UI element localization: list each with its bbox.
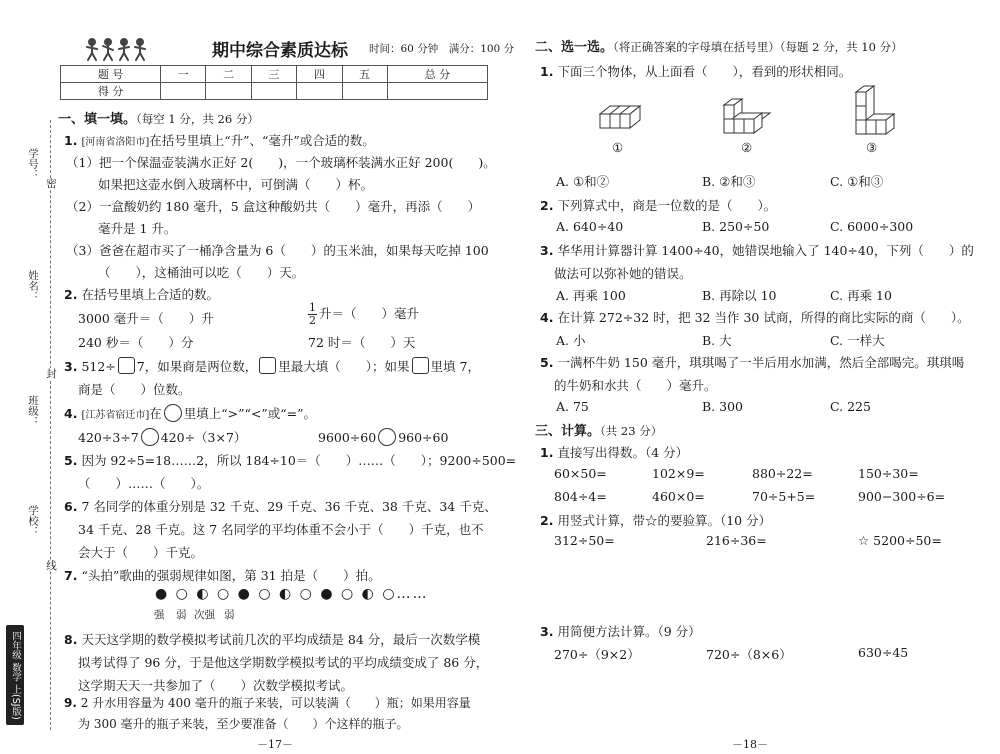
fraction-numerator: 1: [309, 301, 316, 314]
binding-line: [50, 120, 51, 730]
question-number: 3.: [540, 624, 554, 639]
question-text: 在: [149, 406, 162, 421]
option-b[interactable]: B. ②和③: [702, 174, 756, 189]
question-3: [64, 357, 480, 375]
brand-label: 四年级 数学 上(SJ版): [6, 625, 24, 725]
question-5: [64, 451, 516, 469]
conversion-item: 240 秒＝（ ）分: [78, 335, 194, 350]
vertical-calc-item: 312÷50=: [554, 533, 615, 548]
question-1: [64, 131, 375, 149]
question-7: [64, 566, 381, 584]
decorative-figures: [86, 38, 156, 62]
question-8-line: 拟考试得了 96 分，于是他这学期数学模拟考试的平均成绩变成了 86 分，: [78, 655, 489, 670]
question-9: [64, 694, 471, 711]
margin-label-banji: 班级：: [27, 395, 39, 427]
question-number: 1.: [540, 64, 554, 79]
question-number: 8.: [64, 632, 78, 647]
question-5-line: （ ）……（ ）。: [78, 476, 210, 491]
option-a[interactable]: A. ①和②: [556, 174, 610, 189]
option-c[interactable]: C. 一样大: [830, 333, 885, 348]
question-1-line: 如果把这壶水倒入玻璃杯中，可倒满（ ）杯。: [98, 177, 374, 192]
question-3-line: 商是（ ）位数。: [78, 382, 191, 397]
question-number: 1.: [64, 133, 78, 148]
margin-label-feng: 封: [45, 368, 57, 379]
score-cell: 得 分: [61, 83, 161, 100]
question-text: 下列算式中，商是一位数的是（ ）。: [557, 198, 777, 213]
question-text: 一满杯牛奶 150 毫升，琪琪喝了一半后用水加满，然后全部喝完。琪琪喝: [557, 355, 965, 370]
conversion-item: 3000 毫升＝（ ）升: [78, 311, 214, 326]
page-number-left: －17－: [257, 738, 293, 751]
option-a[interactable]: A. 小: [556, 333, 586, 348]
score-cell: 二: [206, 66, 251, 83]
option-a[interactable]: A. 640÷40: [556, 219, 624, 234]
question-text: 在计算 272÷32 时，把 32 当作 30 试商，所得的商比实际的商（ ）。: [557, 310, 970, 325]
question-text: 下面三个物体，从上面看（ ），看到的形状相同。: [557, 64, 852, 79]
question-number: 6.: [64, 499, 78, 514]
option-b[interactable]: B. 300: [702, 399, 743, 414]
option-b[interactable]: B. 再除以 10: [702, 288, 777, 303]
compare-circle: [164, 404, 182, 422]
question-text: 里填 7，: [430, 359, 480, 374]
choice-question-5: [540, 353, 964, 371]
section-title: 一、填一填。: [58, 112, 137, 127]
margin-label-xuehao: 学号：: [27, 148, 39, 180]
question-6-line: 会大于（ ）千克。: [78, 545, 204, 560]
score-input-cell[interactable]: [161, 83, 206, 100]
calc-item: 900−300÷6=: [858, 489, 946, 504]
option-c[interactable]: C. 225: [830, 399, 871, 414]
figure-label-2: ②: [741, 140, 753, 155]
choice-question-2: [540, 196, 776, 214]
score-input-cell[interactable]: [206, 83, 251, 100]
cube-figure-2: [722, 97, 772, 137]
score-cell: 四: [297, 66, 342, 83]
calc-question-2: [540, 511, 771, 529]
section-title: 二、选一选。: [535, 40, 614, 55]
section-3-heading: [535, 420, 662, 439]
simplify-calc-item: 270÷（9×2）: [554, 647, 640, 662]
question-9-line: 为 300 毫升的瓶子来装，至少要准备（ ）个这样的瓶子。: [78, 717, 409, 731]
question-4: [64, 404, 316, 422]
calc-item: 150÷30=: [858, 466, 919, 481]
exam-meta: 时间：60 分钟 满分：100 分: [369, 43, 515, 55]
calc-item: 804÷4=: [554, 489, 607, 504]
option-a[interactable]: A. 再乘 100: [556, 288, 626, 303]
compare-left: 420÷3÷7: [78, 430, 139, 445]
question-text: “头拍”歌曲的强弱规律如图，第 31 拍是（ ）拍。: [81, 568, 381, 583]
question-number: 2.: [540, 198, 554, 213]
margin-label-xingming: 姓名：: [27, 270, 39, 302]
section-title: 三、计算。: [535, 424, 601, 439]
question-text: 天天这学期的数学模拟考试前几次的平均成绩是 84 分，最后一次数学模: [81, 632, 481, 647]
figure-label-1: ①: [612, 140, 624, 155]
score-cell: 题 号: [61, 66, 161, 83]
compare-left: 9600÷60: [318, 430, 377, 445]
option-c[interactable]: C. 6000÷300: [830, 219, 914, 234]
cube-figure-3: [852, 84, 898, 138]
question-number: 4.: [540, 310, 554, 325]
compare-right: 960÷60: [398, 430, 449, 445]
score-input-cell[interactable]: [342, 83, 387, 100]
calc-item: 60×50=: [554, 466, 607, 481]
option-c[interactable]: C. ①和③: [830, 174, 884, 189]
calc-question-1: [540, 443, 688, 461]
question-number: 3.: [540, 243, 554, 258]
beat-label-weak: 弱: [176, 609, 187, 621]
question-number: 1.: [540, 445, 554, 460]
conversion-text: 升＝（ ）毫升: [319, 306, 420, 321]
compare-circle[interactable]: [141, 428, 159, 446]
question-number: 4.: [64, 406, 78, 421]
calc-item: 70÷5+5=: [752, 489, 816, 504]
question-text: 在括号里填上合适的数。: [81, 287, 219, 302]
compare-right: 420÷（3×7）: [160, 430, 247, 445]
score-table: [60, 65, 488, 100]
score-cell: 一: [161, 66, 206, 83]
question-text: 2 升水用容量为 400 毫升的瓶子来装，可以装满（ ）瓶；如果用容量: [80, 696, 471, 710]
source-tag: [江苏省宿迁市]: [81, 410, 150, 421]
question-6: [64, 497, 497, 515]
simplify-calc-item: 720÷（8×6）: [706, 647, 792, 662]
question-text: 7 名同学的体重分别是 32 千克、29 千克、36 千克、38 千克、34 千克、: [81, 499, 497, 514]
section-note: （每空 1 分，共 26 分）: [136, 112, 259, 126]
option-b[interactable]: B. 250÷50: [702, 219, 770, 234]
question-number: 7.: [64, 568, 78, 583]
question-number: 9.: [64, 696, 77, 710]
score-cell: 五: [342, 66, 387, 83]
figure-label-3: ③: [866, 140, 878, 155]
choice-question-1: [540, 62, 851, 80]
conversion-item: [308, 302, 419, 327]
choice-question-5-line: 的牛奶和水共（ ）毫升。: [554, 378, 717, 393]
question-number: 5.: [64, 453, 78, 468]
beat-pattern: ● ○ ◐ ○ ● ○ ◐ ○ ● ○ ◐ ○……: [155, 586, 429, 602]
cube-figure-1: [598, 100, 644, 136]
option-a[interactable]: A. 75: [556, 399, 589, 414]
question-number: 2.: [64, 287, 78, 302]
section-1-heading: [58, 108, 259, 127]
choice-question-3-line: 做法可以弥补她的错误。: [554, 266, 692, 281]
margin-label-xian: 线: [45, 560, 57, 571]
calc-question-3: [540, 622, 701, 640]
section-note: （将正确答案的字母填在括号里）（每题 2 分，共 10 分）: [613, 40, 903, 54]
question-1-line: 毫升是 1 升。: [98, 221, 177, 236]
margin-label-mi: 密: [45, 178, 57, 189]
question-1-line: （ ），这桶油可以吃（ ）天。: [98, 265, 305, 280]
question-text: 7，如果商是两位数，: [136, 359, 258, 374]
question-number: 5.: [540, 355, 554, 370]
question-6-line: 34 千克、28 千克。这 7 名同学的平均体重不会小于（ ）千克，也不: [78, 522, 484, 537]
question-text: 华华用计算器计算 1400÷40，她错误地输入了 140÷40，下列（ ）的: [557, 243, 974, 258]
question-text: 用简便方法计算。（9 分）: [557, 624, 701, 639]
source-tag: [河南省洛阳市]: [81, 137, 150, 148]
question-text: 里最大填（ ）；如果: [278, 359, 410, 374]
choice-question-3: [540, 241, 974, 259]
fraction-one-half: [308, 302, 317, 327]
score-table-header-row: [61, 66, 488, 83]
score-input-cell[interactable]: [387, 83, 487, 100]
beat-label-strong: 强: [154, 609, 165, 621]
option-c[interactable]: C. 再乘 10: [830, 288, 892, 303]
question-8-line: 这学期天天一共参加了（ ）次数学模拟考试。: [78, 678, 354, 693]
question-1-line: （3）爸爸在超市买了一桶净含量为 6（ ）的玉米油，如果每天吃掉 100: [66, 243, 489, 258]
score-cell: 总 分: [387, 66, 487, 83]
section-note: （共 23 分）: [600, 424, 663, 438]
compare-item: [78, 428, 246, 446]
question-text: 里填上“>”“<”或“=”。: [183, 406, 317, 421]
question-number: 3.: [64, 359, 78, 374]
vertical-calc-item: ☆ 5200÷50=: [858, 533, 942, 548]
question-number: 2.: [540, 513, 554, 528]
question-text: 512÷: [81, 359, 116, 374]
option-b[interactable]: B. 大: [702, 333, 732, 348]
vertical-calc-item: 216÷36=: [706, 533, 767, 548]
question-text: 在括号里填上“升”、“毫升”或合适的数。: [149, 133, 375, 148]
calc-item: 460×0=: [652, 489, 705, 504]
question-text: 直接写出得数。（4 分）: [557, 445, 689, 460]
digit-box[interactable]: [412, 357, 429, 374]
question-2: [64, 285, 219, 303]
question-text: 用竖式计算，带☆的要验算。（10 分）: [557, 513, 772, 528]
score-cell: 三: [251, 66, 296, 83]
compare-item: [318, 428, 448, 446]
calc-item: 102×9=: [652, 466, 705, 481]
score-input-cell[interactable]: [251, 83, 296, 100]
page-title: 期中综合素质达标: [212, 41, 348, 61]
question-1-line: （2）一盒酸奶约 180 毫升，5 盒这种酸奶共（ ）毫升，再添（ ）: [66, 199, 481, 214]
simplify-calc-item: 630÷45: [858, 645, 909, 660]
digit-box[interactable]: [118, 357, 135, 374]
fraction-denominator: 2: [309, 314, 316, 327]
question-1-line: （1）把一个保温壶装满水正好 2( )，一个玻璃杯装满水正好 200( )。: [66, 155, 496, 170]
question-8: [64, 630, 480, 648]
digit-box[interactable]: [259, 357, 276, 374]
calc-item: 880÷22=: [752, 466, 813, 481]
beat-label-weak: 弱: [224, 609, 235, 621]
score-input-cell[interactable]: [297, 83, 342, 100]
margin-label-xuexiao: 学校：: [27, 505, 39, 537]
question-text: 因为 92÷5=18……2，所以 184÷10＝（ ）……（ ）；9200÷500=: [81, 453, 517, 468]
choice-question-4: [540, 308, 970, 326]
beat-label-sub-strong: 次强: [194, 609, 215, 621]
page-number-right: －18－: [732, 738, 768, 751]
compare-circle[interactable]: [378, 428, 396, 446]
conversion-item: 72 时＝（ ）天: [308, 335, 416, 350]
section-2-heading: [535, 36, 903, 55]
score-table-score-row: [61, 83, 488, 100]
